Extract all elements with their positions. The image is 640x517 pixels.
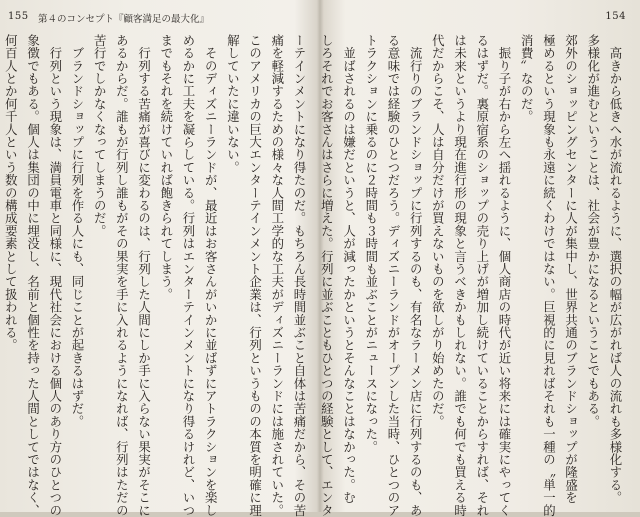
right-page	[319, 0, 640, 517]
text-line: しろそれでお客さんはさらに増えた。行列に並ぶこともひとつの経験として、エンタ	[319, 34, 335, 517]
running-head: 第４のコンセプト『顧客満足の最大化』	[38, 14, 210, 25]
text-line: ーテインメントになり得たのだ。もちろん長時間並ぶこと自体は苦痛だから、その苦	[292, 34, 307, 517]
text-line: 代だからこそ、人は自分だけが買えないものを欲しがり始めたのだ。	[430, 34, 446, 428]
text-line: 消費〟なのだ。	[519, 34, 535, 123]
text-line: 何百人とか何千人という数の構成要素として扱われる。	[3, 34, 19, 352]
text-line: 多様化が進むということは、社会が豊かになるということでもある。	[585, 34, 601, 428]
text-line: 行列という現象は、満員電車と同様に、現代社会における個人のあり方のひとつの	[47, 34, 63, 517]
text-line: 郊外のショッピングセンターに人が集中し、世界共通のブランドショップが隆盛を	[563, 34, 579, 504]
text-line: めるかに工夫を凝らしている。行列はエンターテインメントになり得るけれど、いつ	[180, 34, 196, 517]
text-line: 流行りのブランドショップに行列するのも、有名なラーメン店に行列するのも、あ	[408, 34, 424, 517]
text-line: 解していたに違いない。	[225, 34, 241, 174]
text-line: あるからだ。誰もが行列し誰もがその果実を手に入れるようになれば、行列はただの	[114, 34, 130, 517]
text-line: 行列する苦痛が喜びに変わるのは、行列した人間にしか手に入らない果実がそこに	[136, 34, 152, 517]
text-line: 苦行でしかなくなってしまうのだ。	[92, 34, 108, 238]
right-page-body	[319, 34, 626, 517]
page-number-right: 154	[605, 11, 626, 22]
text-line: 象徴でもある。個人は集団の中に埋没し、名前と個性を持った人間としてではなく、	[25, 34, 41, 517]
text-line: は未来というより現在進行形の現象と言うべきかもしれない。誰でも何でも買える時	[452, 34, 468, 517]
text-line: トラクションに乗るのに２時間も３時間も並ぶことがニュースになった。	[363, 34, 379, 454]
left-page-body	[3, 34, 310, 517]
text-line: そのディズニーランドが、最近はお客さんがいかに並ばずにアトラクションを楽し	[203, 34, 219, 517]
page-number-left: 155	[8, 11, 29, 22]
text-line: る意味では経験のひとつだろう。ディズニーランドがオープンした当時、ひとつのア	[385, 34, 401, 517]
text-line: 高きから低きへ水が流れるように、選択の幅が広がれば人の流れも多様化する。	[608, 34, 623, 504]
text-line: 並ばされるのは嫌だというと、人が減ったかというとそんなことはなかった。む	[341, 34, 357, 504]
text-line: までもそれを続けていれば飽きられてしまう。	[158, 34, 174, 301]
text-line: 痛を軽減するための様々な人間工学的な工夫がディズニーランドには施されていた。	[269, 34, 285, 517]
text-line: るはずだ。裏原宿系のショップの売り上げが増加し続けていることからすれば、それ	[474, 34, 490, 517]
text-line: 振り子が右から左へ揺れるように、個人商店の時代が近い将来には確実にやってく	[496, 34, 512, 517]
text-line: 極めるという現象も永遠に続くわけではない。巨視的に見ればそれも一種の〝単一的	[541, 34, 557, 517]
text-line: ブランドショップに行列を作る人にも、同じことが起きるはずだ。	[69, 34, 85, 428]
text-line: このアメリカの巨大エンターテインメント企業は、行列というものの本質を明確に理	[247, 34, 263, 517]
